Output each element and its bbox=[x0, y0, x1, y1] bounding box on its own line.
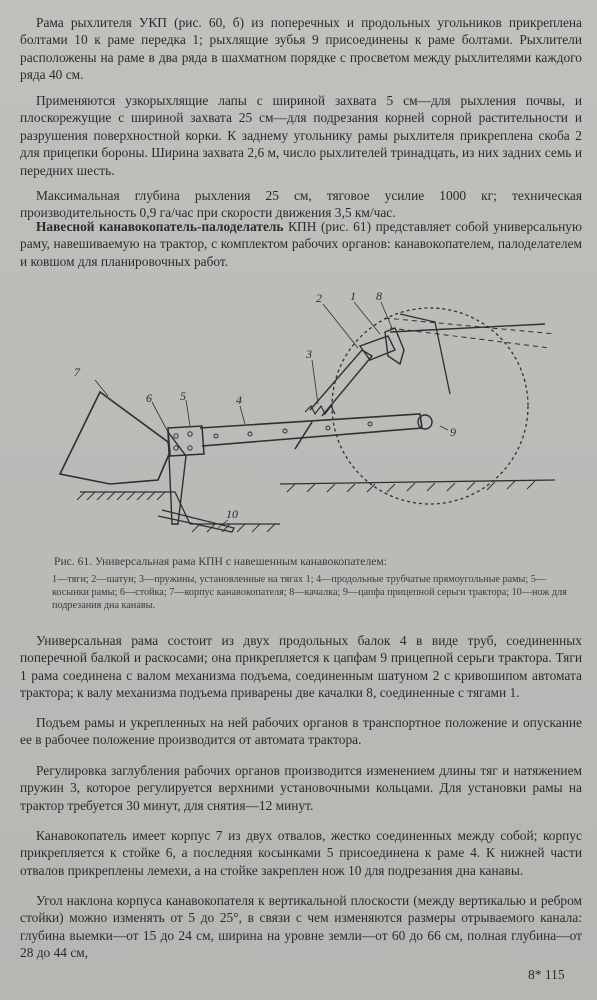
figure-caption: Рис. 61. Универсальная рама КПН с навешенным канавокопателем: bbox=[54, 555, 387, 568]
label-3: 3 bbox=[306, 347, 312, 361]
kpn-intro-text: КПН (рис. 61) представляет собой универсальную раму, навешиваемую на трактор, с комплектом рабочих органов: канавокопателем, палоделателем и ковшом для планировочных работ. bbox=[20, 219, 582, 269]
label-6: 6 bbox=[146, 391, 152, 405]
paragraph-universal-frame: Универсальная рама состоит из двух продольных балок 4 в виде труб, соединенных поперечной балкой и раскосами; она прикрепляется к цапфам 9 прицепной серьги трактора. Тяги 1 рама соединена с валом механизма подъема, соединенным шатуном 2 с кривошипом автомата трактора; к валу механизма подъема приварены две качалки 8, соединенные с тягами 1. bbox=[20, 633, 582, 701]
label-4: 4 bbox=[236, 393, 242, 407]
figure-61-drawing bbox=[40, 284, 580, 554]
label-10: 10 bbox=[226, 507, 238, 521]
pin-9 bbox=[418, 415, 432, 429]
figure-legend: 1—тяги; 2—шатун; 3—пружины, установленные на тягах 1; 4—продольные трубчатые прямоугольные рамы; 5—косынки рамы; 6—стойка; 7—корпус канавокопателя; 8—качалка; 9—цапфа прицепной серьги трактора; 10—нож для подрезания дна канавы. bbox=[52, 574, 567, 611]
gusset-5 bbox=[168, 426, 204, 456]
main-frame-4 bbox=[200, 414, 422, 446]
page-number: 8* 115 bbox=[528, 967, 565, 982]
label-2: 2 bbox=[316, 291, 322, 305]
paragraph-adjustment: Регулировка заглубления рабочих органов производится изменением длины тяг и натяжением пружин 3, которое регулируется верхними установочными кольцами. Для установки рамы на трактор требуется 30 минут, для снятия—12 минут. bbox=[20, 763, 582, 813]
knife-10 bbox=[158, 510, 234, 532]
rod-lower bbox=[295, 422, 312, 449]
paragraph-ditcher-body: Канавокопатель имеет корпус 7 из двух отвалов, жестко соединенных между собой; корпус прикрепляется к стойке 6, а последняя косынками 5 присоединена к раме 4. К нижней части отвалов прикреплены лемехи, а на стойке закреплен нож 10 для подрезания дна канавы. bbox=[20, 828, 582, 878]
label-5: 5 bbox=[180, 389, 186, 403]
label-9: 9 bbox=[450, 425, 456, 439]
term-kpn: Навесной канавокопатель-палоделатель bbox=[36, 219, 284, 234]
paragraph-depth: Максимальная глубина рыхления 25 см, тяговое усилие 1000 кг; техническая производительность 0,9 га/час при скорости движения 3,5 км/час. bbox=[20, 188, 582, 221]
tractor-wheel-outline bbox=[332, 308, 528, 504]
ground-hatching-left bbox=[77, 492, 275, 532]
paragraph-ukp-frame: Рама рыхлителя УКП (рис. 60, б) из поперечных и продольных угольников прикреплена болтами 10 к раме передка 1; рыхлящие зубья 9 присоединены к раме болтами. Рыхлители расположены на раме в два ряда в шахматном порядке с просветом между рыхлителями каждого ряда 40 см. bbox=[20, 15, 582, 83]
paragraph-kpn-intro bbox=[20, 218, 582, 270]
paragraph-lifting: Подъем рамы и укрепленных на ней рабочих органов в транспортное положение и опускание ее в рабочее положение производится от автомата трактора. bbox=[20, 715, 582, 748]
label-1: 1 bbox=[350, 289, 356, 303]
spring-3 bbox=[305, 406, 335, 414]
rod-1 bbox=[310, 350, 372, 416]
label-8: 8 bbox=[376, 289, 382, 303]
paragraph-paws: Применяются узкорыхлящие лапы с шириной захвата 5 см—для рыхления почвы, и плоскорежущие с шириной захвата 25 см—для подрезания корней сорной растительности и разрушения поверхностной корки. К заднему угольнику рамы рыхлителя прикреплена скоба 2 для прицепки бороны. Ширина захвата 2,6 м, число рыхлителей тринадцать, из них задних семь и передних шесть. bbox=[20, 93, 582, 178]
ditcher-body-7 bbox=[60, 392, 170, 484]
lift-shaft bbox=[400, 314, 450, 394]
rocker-8 bbox=[385, 328, 404, 364]
paragraph-angle: Угол наклона корпуса канавокопателя к вертикальной плоскости (между вертикалью и ребром стойки) можно изменять от 5 до 25°, в связи с чем изменяются размеры отрываемого канала: глубина выемки—от 15 до 24 см, ширина на уровне земли—от 60 до 66 см, полная глубина—от 28 до 44 см, bbox=[20, 893, 582, 961]
label-7: 7 bbox=[74, 365, 80, 379]
